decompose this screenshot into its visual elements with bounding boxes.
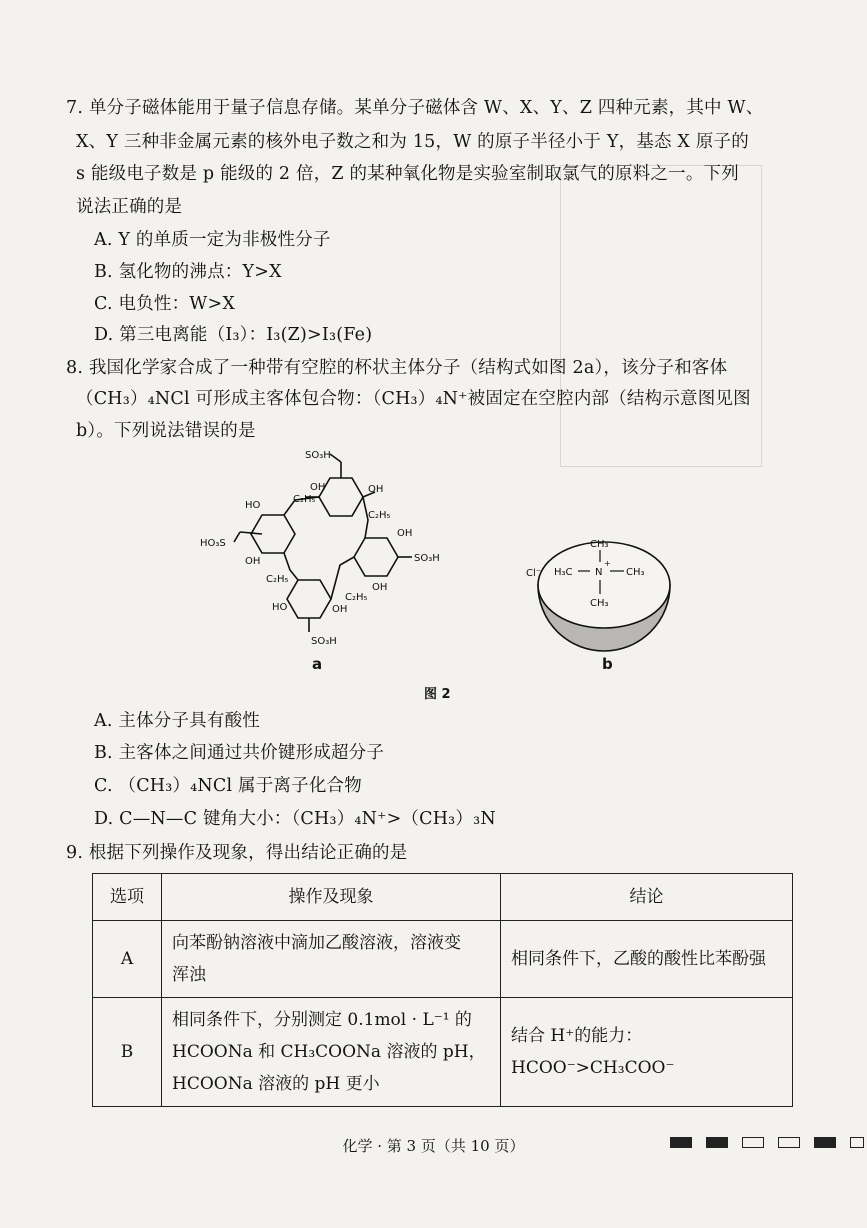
benzene-ring-bottom <box>287 580 331 618</box>
row-b-option: B <box>93 998 162 1107</box>
table-header-row <box>93 874 793 921</box>
q9-stem: 9. 根据下列操作及现象，得出结论正确的是 <box>66 843 408 863</box>
figure-label-a: a <box>312 655 323 673</box>
figure-label-b: b <box>602 655 613 673</box>
table-row <box>93 921 793 998</box>
label-h3c: H₃C <box>554 567 573 578</box>
host-guest-schematic <box>526 539 670 651</box>
mark-empty <box>778 1137 800 1148</box>
label-ch3-right: CH₃ <box>626 567 645 578</box>
q7-option-d: D. 第三电离能（I₃）：I₃(Z)>I₃(Fe) <box>94 325 373 345</box>
row-b-operation-line-2: HCOONa 和 CH₃COONa 溶液的 pH， <box>172 1042 486 1062</box>
label-so3h-top: SO₃H <box>305 450 331 461</box>
mark-filled <box>670 1137 692 1148</box>
q8-stem-line-3: b）。下列说法错误的是 <box>76 421 256 441</box>
label-oh-top-right: OH <box>368 484 384 495</box>
benzene-ring-top <box>319 478 363 516</box>
q8-option-b: B. 主客体之间通过共价键形成超分子 <box>94 743 385 763</box>
row-b-conclusion: 结合 H⁺的能力：HCOO⁻>CH₃COO⁻ <box>501 998 793 1107</box>
q8-option-a: A. 主体分子具有酸性 <box>94 711 260 731</box>
label-c2h5-bottom: C₂H₅ <box>345 592 368 603</box>
q8-stem-line-2: （CH₃）₄NCl 可形成主客体包合物：（CH₃）₄N⁺被固定在空腔内部（结构示意图见图 <box>76 389 751 409</box>
figure-2 <box>190 440 690 710</box>
label-oh-bottom: OH <box>332 604 348 615</box>
label-oh-left-bottom: OH <box>245 556 261 567</box>
mark-filled <box>706 1137 728 1148</box>
label-plus: + <box>604 559 611 568</box>
row-b-operation-line-1: 相同条件下，分别测定 0.1mol · L⁻¹ 的 <box>172 1010 472 1030</box>
label-ch3-top: CH₃ <box>590 539 609 550</box>
label-so3h-right: SO₃H <box>414 553 440 564</box>
label-ch3-bottom: CH₃ <box>590 598 609 609</box>
table-row <box>93 998 793 1107</box>
label-chloride: Cl⁻ <box>526 568 542 579</box>
bleed-through-text <box>560 165 762 467</box>
mark-empty <box>850 1137 864 1148</box>
row-b-operation-line-3: HCOONa 溶液的 pH 更小 <box>172 1074 380 1094</box>
header-option: 选项 <box>93 874 162 921</box>
row-a-operation-line-1: 向苯酚钠溶液中滴加乙酸溶液，溶液变 <box>172 933 461 953</box>
header-operation: 操作及现象 <box>162 874 501 921</box>
row-b-operation <box>162 998 501 1107</box>
label-oh-right: OH <box>397 528 413 539</box>
q7-stem-line-1: 7. 单分子磁体能用于量子信息存储。某单分子磁体含 W、X、Y、Z 四种元素，其中 W、 <box>66 98 764 118</box>
bowl-rim <box>538 542 670 628</box>
calixarene-structure <box>234 454 412 632</box>
q7-option-a: A. Y 的单质一定为非极性分子 <box>94 230 331 250</box>
label-so3h-bottom: SO₃H <box>311 636 337 647</box>
header-conclusion: 结论 <box>501 874 793 921</box>
mark-empty <box>742 1137 764 1148</box>
label-ho-bottom: HO <box>272 602 288 613</box>
label-oh-right-bottom: OH <box>372 582 388 593</box>
benzene-ring-right <box>354 538 398 576</box>
label-oh-top-left: OH <box>310 482 326 493</box>
page-footer: 化学 · 第 3 页（共 10 页） <box>342 1137 525 1155</box>
q9-table <box>92 873 793 1107</box>
page-marks <box>670 1137 864 1148</box>
q7-option-c: C. 电负性：W>X <box>94 294 235 314</box>
row-a-conclusion: 相同条件下，乙酸的酸性比苯酚强 <box>501 921 793 998</box>
row-a-operation-line-2: 浑浊 <box>172 965 206 985</box>
q8-stem-line-1: 8. 我国化学家合成了一种带有空腔的杯状主体分子（结构式如图 2a），该分子和客体 <box>66 358 728 378</box>
label-ho-left: HO <box>245 500 261 511</box>
label-c2h5-right: C₂H₅ <box>368 510 391 521</box>
q7-option-b: B. 氢化物的沸点：Y>X <box>94 262 282 282</box>
figure-caption: 图 2 <box>424 687 451 702</box>
q7-stem-line-3: s 能级电子数是 p 能级的 2 倍，Z 的某种氧化物是实验室制取氯气的原料之一。下列 <box>76 164 739 184</box>
q8-option-d: D. C—N—C 键角大小：（CH₃）₄N⁺>（CH₃）₃N <box>94 809 496 829</box>
label-ho3s-left: HO₃S <box>200 538 226 549</box>
row-a-operation <box>162 921 501 998</box>
q7-stem-line-2: X、Y 三种非金属元素的核外电子数之和为 15，W 的原子半径小于 Y，基态 X 原子的 <box>76 132 749 152</box>
q8-option-c: C. （CH₃）₄NCl 属于离子化合物 <box>94 776 362 796</box>
mark-filled <box>814 1137 836 1148</box>
label-c2h5-top: C₂H₅ <box>293 494 316 505</box>
label-c2h5-left: C₂H₅ <box>266 574 289 585</box>
row-a-option: A <box>93 921 162 998</box>
q7-stem-line-4: 说法正确的是 <box>76 197 183 217</box>
label-n: N <box>595 567 603 578</box>
